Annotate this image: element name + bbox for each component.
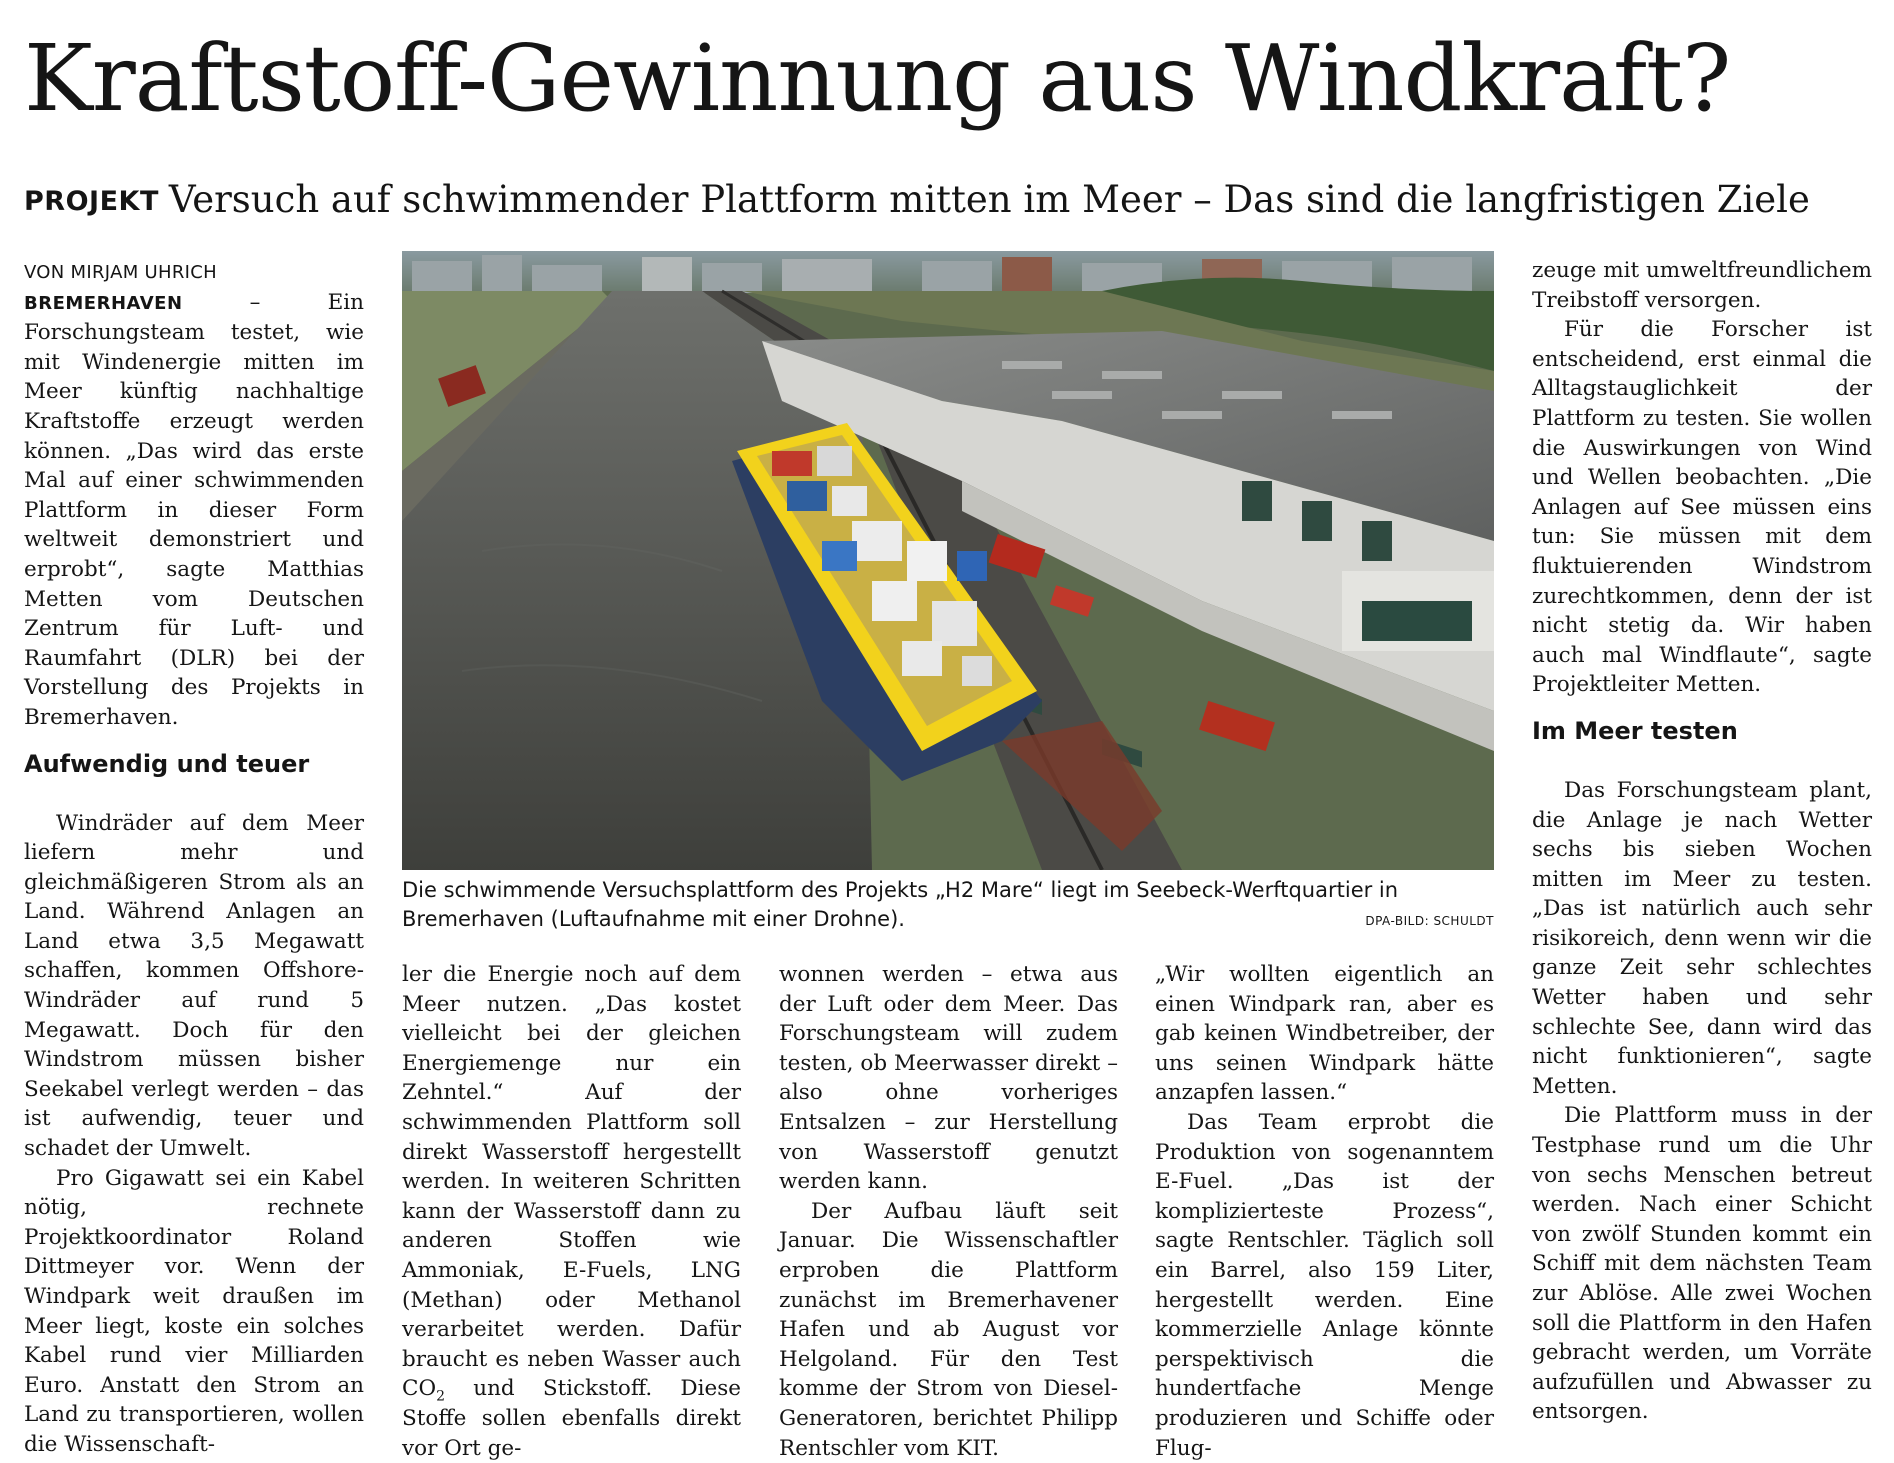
byline: VON MIRJAM UHRICH: [24, 262, 217, 283]
paragraph: wonnen werden – etwa aus der Luft oder dem Meer. Das Forschungsteam will zudem testen, ob Meerwasser direkt – also ohne vorheriges Entsalzen – zur Herstellung von Wasserstoff genutzt werden kann.: [779, 962, 1118, 1195]
paragraph: Der Aufbau läuft seit Januar. Die Wissenschaftler erproben die Plattform zunächst im Bremerhavener Hafen und ab August vor Helgoland. Für den Test komme der Strom von Diesel-Generatoren, berichtet Philipp Rentschler vom KIT.: [779, 1198, 1118, 1461]
subhead-im-meer-testen: Im Meer testen: [1532, 716, 1738, 745]
subline: [24, 178, 1874, 221]
paragraph: Das Team erprobt die Produktion von sogenanntem E-Fuel. „Das ist der komplizierteste Prozess“, sagte Rentschler. Täglich soll ein Barrel, also 159 Liter, hergestellt werden. Eine kommerzielle Anlage könnte perspektivisch die hundertfache Menge produzieren und Schiffe oder Flug-: [1155, 1109, 1494, 1461]
subscript: 2: [436, 1388, 445, 1405]
harbor-platform-photo: [402, 251, 1494, 870]
column-2: [402, 960, 741, 1463]
column-1: [24, 258, 364, 1460]
lead-text: – Ein Forschungsteam testet, wie mit Windenergie mitten im Meer künftig nachhaltige Kraftstoffe erzeugt werden können. „Das wird das erste Mal auf einer schwimmenden Plattform in dieser Form weltweit demonstriert und erprobt“, sagte Matthias Metten vom Deutschen Zentrum für Luft- und Raumfahrt (DLR) bei der Vorstellung des Projekts in Bremerhaven.: [24, 289, 364, 730]
column-3: [779, 960, 1118, 1463]
paragraph: zeuge mit umweltfreundlichem Treibstoff versorgen.: [1532, 258, 1873, 313]
column-5: [1532, 256, 1872, 1427]
photo-caption: Die schwimmende Versuchsplattform des Projekts „H2 Mare“ liegt im Seebeck-Werftquartier in Bremerhaven (Luftaufnahme mit einer Drohne).: [402, 878, 1399, 931]
subhead-aufwendig: Aufwendig und teuer: [24, 749, 310, 778]
paragraph: Das Forschungsteam plant, die Anlage je nach Wetter sechs bis sieben Wochen mitten im Meer zu testen. „Das ist natürlich auch sehr risikoreich, denn wenn wir die ganze Zeit sehr schlechtes Wetter haben und sehr schlechte See, dann wird das nicht funktionieren“, sagte Metten.: [1532, 777, 1872, 1099]
paragraph-text: und Stickstoff. Diese Stoffe sollen ebenfalls direkt vor Ort ge-: [402, 1376, 741, 1461]
paragraph: „Wir wollten eigentlich an einen Windpark ran, aber es gab keinen Windbetreiber, der uns seinen Windpark hätte anzapfen lassen.“: [1155, 962, 1494, 1106]
dateline: BREMERHAVEN: [24, 292, 183, 314]
aerial-photo-illustration: [402, 251, 1494, 870]
paragraph: Die Plattform muss in der Testphase rund um die Uhr von sechs Menschen betreut werden. Nach einer Schicht von zwölf Stunden kommt ein Schiff mit dem nächsten Team zur Ablöse. Alle zwei Wochen soll die Plattform in den Hafen gebracht werden, um Vorräte aufzufüllen und Abwasser zu entsorgen.: [1532, 1103, 1872, 1425]
subline-text: Versuch auf schwimmender Plattform mitten im Meer – Das sind die langfristigen Ziele: [168, 178, 1810, 221]
headline: Kraftstoff-Gewinnung aus Windkraft?: [24, 25, 1731, 132]
paragraph: Für die Forscher ist entscheidend, erst einmal die Alltagstauglichkeit der Plattform zu testen. Sie wollen die Auswirkungen von Wind und Wellen beobachten. „Die Anlagen auf See müssen eins tun: Sie müssen mit dem fluktuierenden Windstrom zurechtkommen, denn der ist nicht stetig da. Wir haben auch mal Windflaute“, sagte Projektleiter Metten.: [1532, 317, 1872, 698]
column-4: [1155, 960, 1494, 1463]
paragraph: Pro Gigawatt sei ein Kabel nötig, rechnete Projektkoordinator Roland Dittmeyer vor. Wenn der Windpark weit draußen im Meer liegt, koste ein solches Kabel rund vier Milliarden Euro. Anstatt den Strom an Land zu transportieren, wollen die Wissenschaft-: [24, 1165, 364, 1457]
paragraph-text: ler die Energie noch auf dem Meer nutzen. „Das kostet vielleicht bei der gleichen Energiemenge nur ein Zehntel.“ Auf der schwimmenden Plattform soll direkt Wasserstoff hergestellt werden. In weiteren Schritten kann der Wasserstoff dann zu anderen Stoffen wie Ammoniak, E-Fuels, LNG (Methan) oder Methanol verarbeitet werden. Dafür braucht es neben Wasser auch CO: [402, 962, 741, 1402]
paragraph: Windräder auf dem Meer liefern mehr und gleichmäßigeren Strom als an Land. Während Anlagen an Land etwa 3,5 Megawatt schaffen, kommen Offshore-Windräder auf rund 5 Megawatt. Doch für den Windstrom müssen bisher Seekabel verlegt werden – das ist aufwendig, teuer und schadet der Umwelt.: [24, 810, 364, 1162]
photo-credit: DPA-BILD: SCHULDT: [1365, 914, 1494, 928]
kicker: PROJEKT: [24, 186, 159, 217]
lead-paragraph: [24, 288, 364, 733]
paragraph: [402, 960, 741, 1463]
